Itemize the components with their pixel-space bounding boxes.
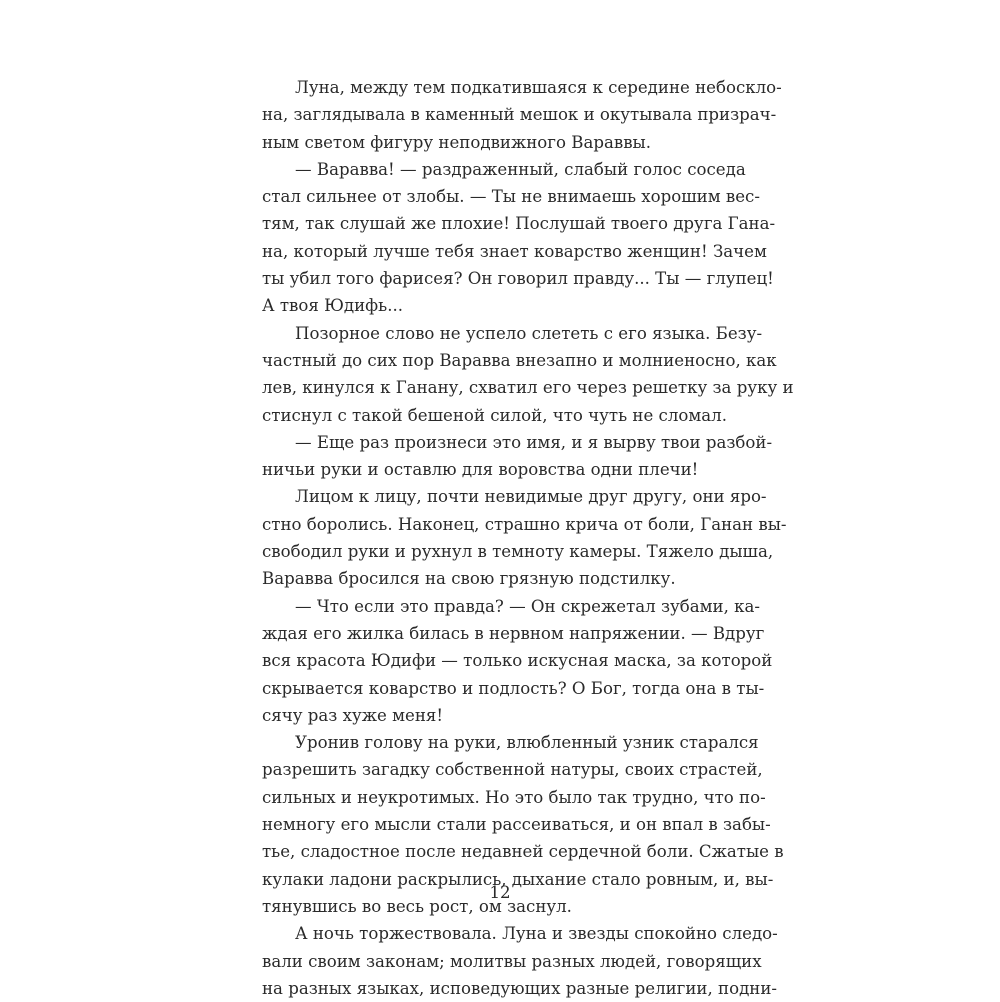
text-line: кулаки ладони раскрылись, дыхание стало ровным, и, вы- bbox=[262, 869, 774, 889]
text-line: сильных и неукротимых. Но это было так трудно, что по- bbox=[262, 787, 766, 807]
text-line: тянувшись во весь рост, ом заснул. bbox=[262, 896, 572, 916]
text-line: ты убил того фарисея? Он говорил правду... Ты — глупец! bbox=[262, 269, 774, 289]
page-number: 12 bbox=[489, 883, 511, 902]
text-line: сячу раз хуже меня! bbox=[262, 705, 444, 725]
text-line: вся красота Юдифи — только искусная маска, за которой bbox=[262, 651, 773, 671]
text-line: на разных языках, исповедующих разные религии, подни- bbox=[262, 978, 778, 998]
text-line: на, заглядывала в каменный мешок и окутывала призрач- bbox=[262, 105, 777, 125]
text-line: ждая его жилка билась в нервном напряжении. — Вдруг bbox=[262, 623, 765, 643]
text-line: частный до сих пор Варавва внезапно и молниеносно, как bbox=[262, 350, 777, 370]
text-line: Позорное слово не успело слететь с его языка. Безу- bbox=[295, 323, 763, 343]
text-line: Луна, между тем подкатившаяся к середине небоскло- bbox=[295, 78, 782, 97]
text-line: тье, сладостное после недавней сердечной боли. Сжатые в bbox=[262, 842, 784, 862]
text-line: Лицом к лицу, почти невидимые друг другу, они яро- bbox=[295, 487, 767, 507]
text-line: стиснул с такой бешеной силой, что чуть не сломал. bbox=[262, 405, 727, 425]
text-line: стно боролись. Наконец, страшно крича от боли, Ганан вы- bbox=[262, 514, 787, 534]
text-line: — Еще раз произнеси это имя, и я вырву твои разбой- bbox=[295, 432, 773, 452]
text-line: свободил руки и рухнул в темноту камеры. Тяжело дыша, bbox=[262, 542, 774, 562]
text-line: лев, кинулся к Ганану, схватил его через решетку за руку и bbox=[262, 378, 794, 398]
text-line: разрешить загадку собственной натуры, своих страстей, bbox=[262, 760, 763, 780]
text-line: немногу его мысли стали рассеиваться, и он впал в забы- bbox=[262, 815, 771, 835]
text-line: на, который лучше тебя знает коварство женщин! Зачем bbox=[262, 241, 767, 261]
text-line: — Варавва! — раздраженный, слабый голос соседа bbox=[295, 159, 746, 179]
text-line: — Что если это правда? — Он скрежетал зубами, ка- bbox=[295, 596, 761, 616]
text-line: скрывается коварство и подлость? О Бог, тогда она в ты- bbox=[262, 678, 765, 698]
body-text bbox=[262, 74, 794, 1002]
text-line: ным светом фигуру неподвижного Вараввы. bbox=[262, 132, 652, 152]
text-line: вали своим законам; молитвы разных людей, говорящих bbox=[262, 951, 762, 971]
text-line: А твоя Юдифь... bbox=[262, 296, 404, 316]
text-line: Уронив голову на руки, влюбленный узник старался bbox=[295, 733, 759, 753]
text-line: А ночь торжествовала. Луна и звезды спокойно следо- bbox=[295, 924, 778, 944]
text-line: ничьи руки и оставлю для воровства одни плечи! bbox=[262, 460, 699, 480]
text-line: тям, так слушай же плохие! Послушай твоего друга Гана- bbox=[262, 214, 776, 234]
text-line: стал сильнее от злобы. — Ты не внимаешь хорошим вес- bbox=[262, 187, 760, 207]
text-line: Варавва бросился на свою грязную подстилку. bbox=[262, 569, 676, 589]
